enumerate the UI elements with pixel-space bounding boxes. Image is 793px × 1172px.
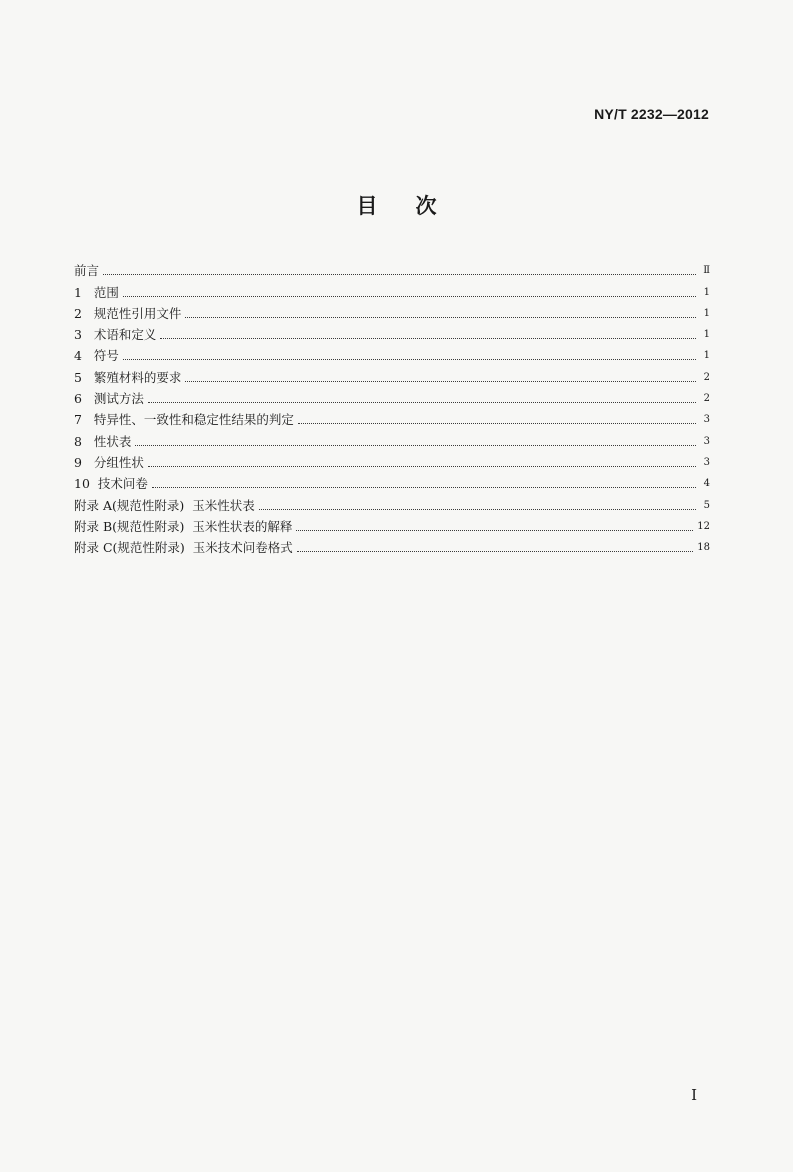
toc-entry-label: 附录 A(规范性附录) 玉米性状表 [74, 497, 255, 513]
toc-leader-dots [152, 487, 696, 488]
toc-entry-annex-a[interactable] [74, 491, 710, 512]
toc-leader-dots [185, 381, 696, 382]
toc-leader-dots [160, 338, 696, 339]
toc-entry-label: 附录 C(规范性附录) 玉米技术问卷格式 [74, 540, 293, 556]
toc-entry-number: 6 [74, 391, 82, 407]
toc-entry-normative-references[interactable] [74, 300, 710, 321]
toc-entry-number: 10 [74, 476, 90, 492]
toc-entry-number: 2 [74, 305, 82, 321]
toc-entry-foreword[interactable] [74, 257, 710, 278]
page-number: Ⅰ [691, 1086, 697, 1104]
toc-entry-page: 18 [697, 542, 710, 554]
toc-leader-dots [148, 402, 696, 403]
toc-leader-dots [185, 317, 696, 318]
toc-entry-number: 8 [74, 433, 82, 449]
toc-entry-page: 3 [703, 456, 710, 468]
toc-entry-label: 性状表 [93, 433, 132, 449]
toc-entry-page: 4 [703, 478, 710, 490]
toc-entry-annex-c[interactable] [74, 534, 710, 555]
toc-entry-label: 术语和定义 [93, 327, 157, 343]
toc-entry-page: 3 [703, 435, 710, 447]
toc-entry-label: 测试方法 [93, 391, 144, 407]
toc-entry-technical-questionnaire[interactable] [74, 470, 710, 491]
toc-entry-symbols[interactable] [74, 342, 710, 363]
page-title: 目次 [356, 194, 475, 218]
toc-entry-characteristics-table[interactable] [74, 427, 710, 448]
toc-leader-dots [296, 530, 693, 531]
toc-leader-dots [297, 551, 694, 552]
toc-leader-dots [123, 296, 696, 297]
toc-entry-label: 范围 [93, 284, 119, 300]
toc-entry-number: 3 [74, 327, 82, 343]
toc-entry-page: 1 [703, 307, 710, 319]
toc-entry-page: 12 [697, 520, 710, 532]
toc-leader-dots [298, 423, 696, 424]
toc-entry-number: 1 [74, 284, 82, 300]
toc-leader-dots [103, 274, 696, 275]
toc-entry-page: 1 [703, 350, 710, 362]
toc-entry-number: 7 [74, 412, 82, 428]
toc-entry-label: 分组性状 [93, 454, 144, 470]
toc-entry-number: 4 [74, 348, 82, 364]
document-code: NY/T 2232—2012 [594, 106, 709, 122]
toc-leader-dots [259, 509, 696, 510]
toc-entry-page: 1 [703, 286, 710, 298]
toc-entry-page: 3 [703, 414, 710, 426]
toc-entry-label: 附录 B(规范性附录) 玉米性状表的解释 [74, 518, 293, 534]
toc-entry-dus-assessment[interactable] [74, 406, 710, 427]
toc-entry-page: 2 [703, 371, 710, 383]
toc-entry-terms-and-definitions[interactable] [74, 321, 710, 342]
toc-entry-test-methods[interactable] [74, 385, 710, 406]
toc-entry-propagating-material[interactable] [74, 363, 710, 384]
toc-entry-label: 繁殖材料的要求 [93, 369, 182, 385]
toc-entry-number: 9 [74, 454, 82, 470]
toc-entry-grouping-characteristics[interactable] [74, 449, 710, 470]
table-of-contents [74, 257, 710, 555]
toc-entry-label: 规范性引用文件 [93, 305, 182, 321]
toc-leader-dots [123, 359, 696, 360]
toc-entry-label: 技术问卷 [97, 476, 148, 492]
toc-entry-scope[interactable] [74, 278, 710, 299]
toc-leader-dots [135, 445, 696, 446]
toc-entry-label: 符号 [93, 348, 119, 364]
toc-entry-label: 前言 [74, 263, 100, 279]
toc-entry-page: 1 [703, 329, 710, 341]
toc-leader-dots [148, 466, 696, 467]
toc-entry-label: 特异性、一致性和稳定性结果的判定 [93, 412, 294, 428]
toc-entry-annex-b[interactable] [74, 513, 710, 534]
toc-entry-page: 5 [703, 499, 710, 511]
toc-entry-page: 2 [703, 393, 710, 405]
toc-entry-page: Ⅱ [703, 265, 710, 277]
toc-entry-number: 5 [74, 369, 82, 385]
